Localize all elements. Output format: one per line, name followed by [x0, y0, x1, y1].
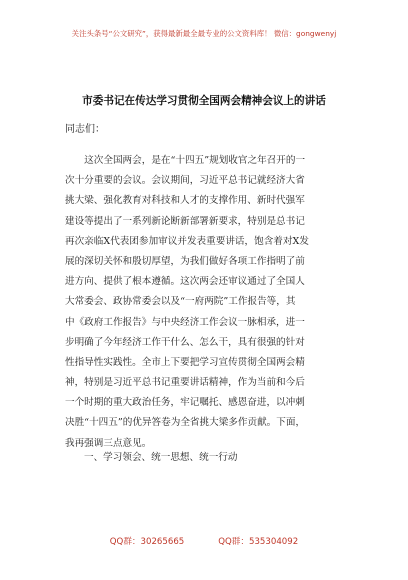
paragraph-line: 神，特别是习近平总书记重要讲话精神，作为当前和今后: [65, 377, 305, 389]
paragraph-line: 建设等提出了一系列新论断新部署新要求，特别是总书记: [65, 215, 305, 227]
paragraph-line: 再次亲临X代表团参加审议并发表重要讲话，饱含着对X发: [65, 235, 309, 247]
paragraph-line: 次十分重要的会议。会议期间，习近平总书记就经济大省: [65, 175, 305, 187]
footer-qq-group-1: QQ群：30265665: [109, 537, 185, 547]
section-heading: 一、学习领会、统一思想、统一行动: [84, 452, 238, 463]
paragraph-line: 步明确了今年经济工作干什么、怎么干，具有很强的针对: [65, 336, 305, 348]
page-title: 市委书记在传达学习贯彻全国两会精神会议上的讲话: [82, 95, 326, 107]
paragraph-line: 展的深切关怀和殷切厚望，为我们做好各项工作指明了前: [65, 255, 305, 267]
salutation: 同志们：: [65, 124, 105, 135]
header-banner: 关注头条号“公文研究”，获得最新最全最专业的公文资料库！ 微信：gongwenyj: [71, 29, 337, 38]
paragraph-line: 挑大梁、强化教育对科技和人才的支撑作用、新时代强军: [65, 195, 305, 207]
paragraph-line: 一个时期的重大政治任务，牢记嘱托、感恩奋进，以冲刺: [65, 397, 305, 409]
paragraph-line: 性指导性实践性。全市上下要把学习宣传贯彻全国两会精: [65, 356, 305, 368]
paragraph-line: 大常委会、政协常委会以及“一府两院”工作报告等，其: [65, 296, 296, 308]
paragraph-line: 这次全国两会，是在“十四五”规划收官之年召开的一: [65, 155, 306, 166]
footer-qq-groups: [0, 536, 408, 548]
body-paragraph: [65, 151, 343, 454]
paragraph-line: 中《政府工作报告》与中央经济工作会议一脉相承，进一: [65, 316, 305, 328]
paragraph-line: 我再强调三点意见。: [65, 437, 152, 449]
footer-qq-group-2: QQ群：535304092: [218, 537, 299, 547]
paragraph-line: 进方向、提供了根本遵循。这次两会还审议通过了全国人: [65, 276, 305, 288]
paragraph-line: 决胜“十四五”的优异答卷为全省挑大梁多作贡献。下面，: [65, 417, 306, 429]
